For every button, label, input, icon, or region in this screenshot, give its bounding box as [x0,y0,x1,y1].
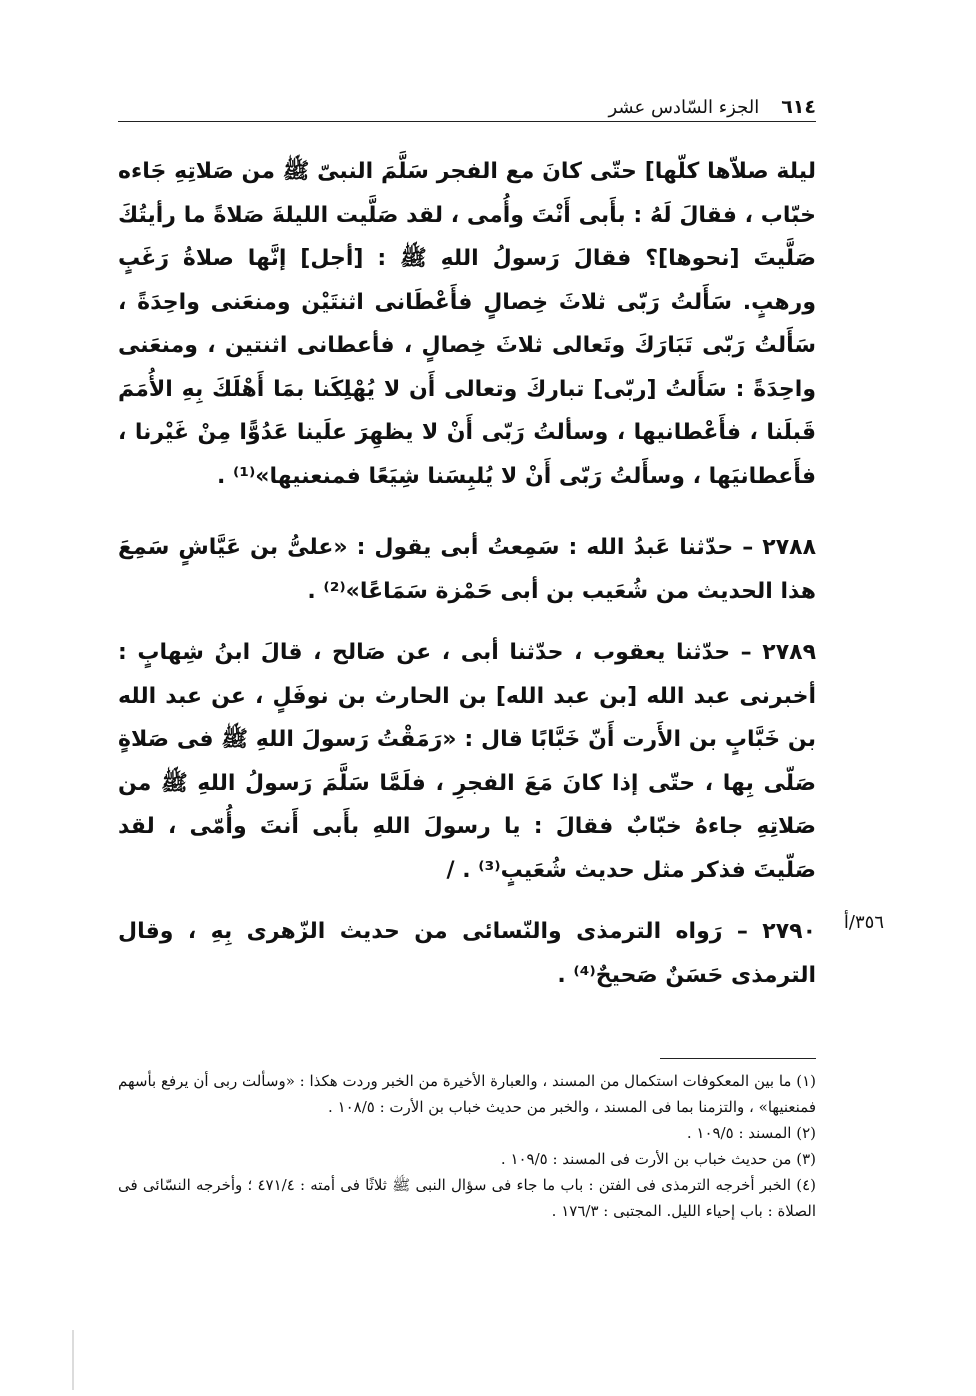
main-text [118,150,816,1015]
page-number: ٦١٤ [781,96,816,118]
manuscript-folio-note: ٣٥٦/أ [843,912,884,933]
paragraph-continuation: ليلة صلاّها كلّها] حتّى كانَ مع الفجر سَلَّمَ النبىّ ﷺ من صَلاتِهِ جَاءه خبّاب ، فقالَ لَهُ : بأَبى أَنْتَ وأُمى ، لقد صَلَّيت الليلةَ صَلاةً ما رأيتُكَ صَلَّيتَ [نحوها]؟ فقالَ رَسولُ اللهِ ﷺ : [أجل] إنَّها صلاةُ رَغَبٍ ورهبٍ. سَأَلتُ رَبّى ثلاثَ خِصالٍ فأَعْطَانى اثنتَيْن ومنعَنى واحِدَةً ، سَأَلتُ رَبّى تَبَارَكَ وتَعالى ثلاثَ خِصالٍ ، فأعطانى اثنتين ، ومنعَنى واحِدَةً : سَأَلتُ [ربّى] تباركَ وتعالى أَن لا يُهْلِكَنا بمَا أَهْلَكَ بِهِ الأُمَمَ قَبلَنا ، فأَعْطانيها ، وسألتُ رَبّى أَنْ لا يظهِرَ علَينا عَدُوًّا مِنْ غَيْرنا ، فأَعطانيَها ، وسأَلتُ رَبّى أَنْ لا يُلبِسَنا شِيَعًا فمنعنيها»⁽¹⁾ . [118,159,816,489]
header-divider [118,121,816,122]
scan-edge-mark [72,1330,74,1390]
footnotes [118,1068,816,1224]
hadith-2790: ٢٧٩٠ – رَواه الترمذى والنّسائى من حديث الزّهرى بِهِ ، وقال الترمذى حَسَنٌ صَحيحٌ⁽⁴⁾ . [118,919,816,988]
footnote-4: (٤) الخبر أخرجه الترمذى فى الفتن : باب ما جاء فى سؤال النبى ﷺ ثلاثًا فى أمته : ٤٧١/٤ ؛ وأخرجه النسّائى فى الصلاة : باب إحياء الليل. المجتبى : ١٧٦/٣ . [118,1176,816,1220]
footnote-2: (٢) المسند : ١٠٩/٥ . [686,1124,816,1142]
footnote-3: (٣) من حديث خباب بن الأرت فى المسند : ١٠٩/٥ . [500,1150,816,1168]
hadith-2789: ٢٧٨٩ – حدّثنا يعقوب ، حدّثنا أبى ، عن صَالح ، قالَ ابنُ شِهابٍ : أخبرنى عبد الله [بن عبد الله] بن الحارث بن نوفَلٍ ، عن عبد الله بن خَبَّابٍ بن الأَرت أَنّ خَبَّابًا قال : «رَمَقْتُ رَسولَ اللهِ ﷺ فى صَلاةٍ صَلّى بِها ، حتّى إذا كانَ مَعَ الفجرِ ، فلَمَّا سَلَّمَ رَسولُ اللهِ ﷺ من صَلاتِهِ جاءهُ خبّابٌ فقالَ : يا رسولَ اللهِ بأَبى أَنتَ وأُمّى ، لقد صَلّيتَ فذكر مثل حديث شُعَيبٍ⁽³⁾ . / [118,640,816,883]
footnote-1: (١) ما بين المعكوفات استكمال من المسند ، والعبارة الأخيرة من الخبر وردت هكذا : «وسألت ربى أن يرفع بأسهم فمنعنيها» ، والتزمنا بما فى المسند ، والخبر من حديث خباب بن الأرت : ١٠٨/٥ . [118,1072,816,1116]
running-title: الجزء السّادس عشر [608,97,760,118]
hadith-2788: ٢٧٨٨ – حدّثنا عَبدُ الله : سَمِعتُ أبى يقول : «علىُّ بن عَيَّاشٍ سَمِعَ هذا الحديث من شُعَيب بن أبى حَمْزة سَمَاعًا»⁽²⁾ . [118,535,816,604]
page-header [118,88,816,118]
footnote-divider [660,1058,816,1059]
